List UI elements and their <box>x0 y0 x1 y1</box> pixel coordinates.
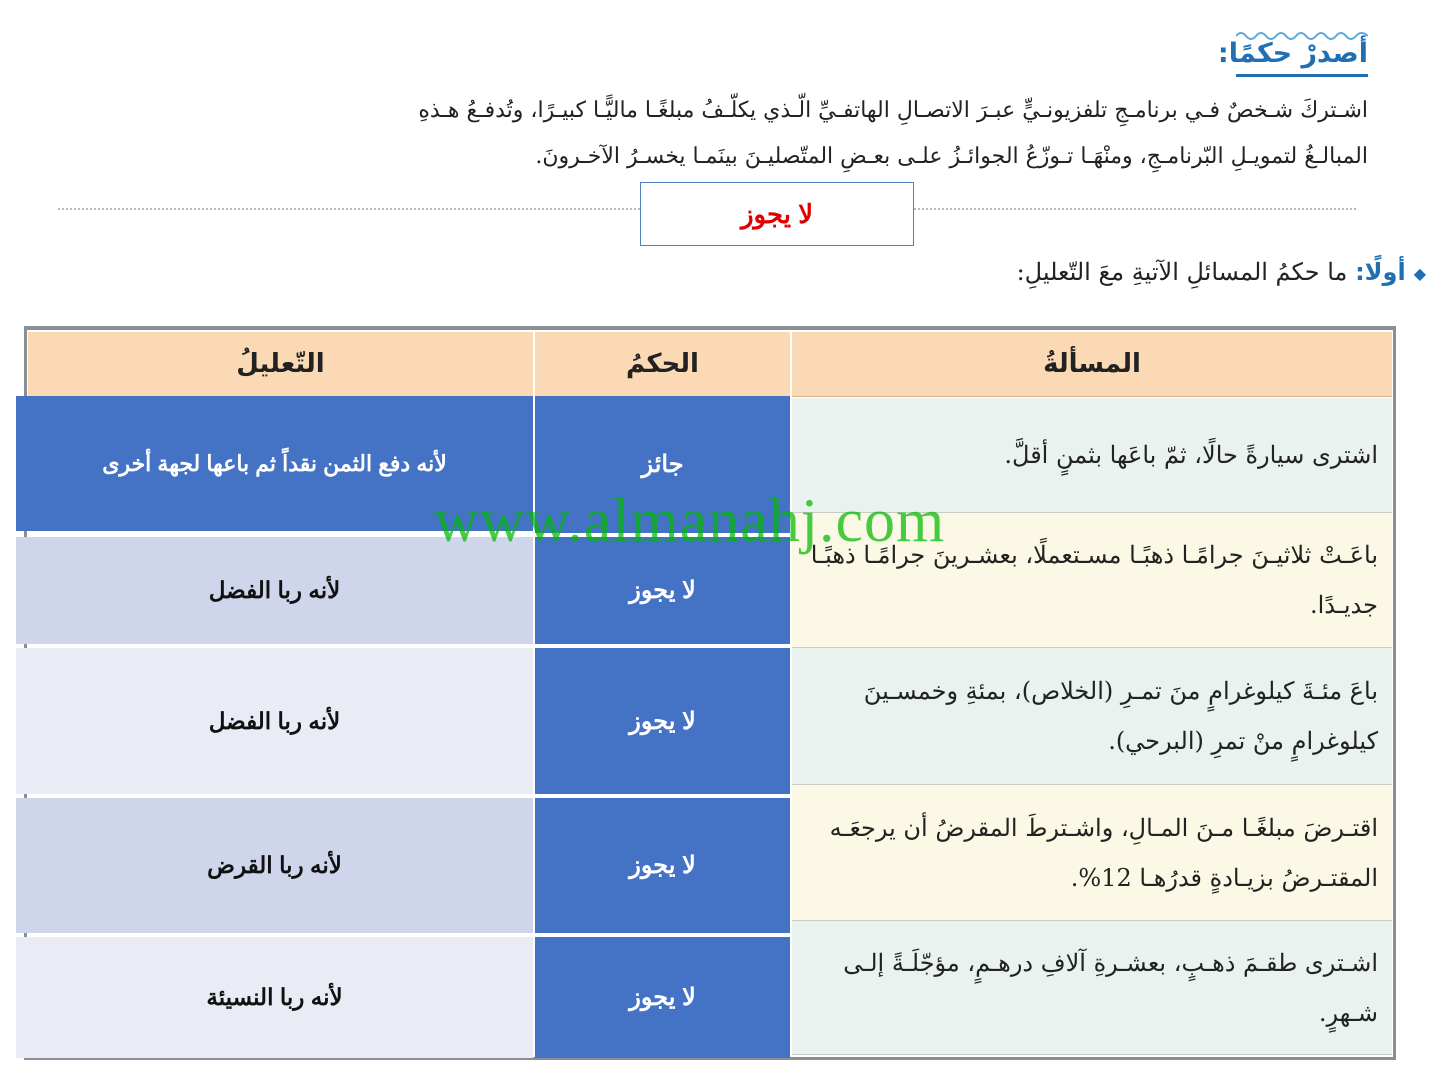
diamond-bullet-icon: ◆ <box>1413 263 1426 283</box>
table-row-2-issue: باعَـتْ ثلاثيـنَ جرامًـا ذهبًـا مسـتعملًا، بعشـرينَ جرامًـا ذهبًـا جديـدًا. <box>792 513 1392 648</box>
table-row-3-issue: باعَ مئـةَ كيلوغرامٍ منَ تمـرِ (الخلاص)، بمئةِ وخمسـينَ كيلوغرامٍ منْ تمرِ (البرحي). <box>792 648 1392 785</box>
table-row-3-reason[interactable]: لأنه ربا الفضل <box>16 648 533 794</box>
table-row-4-ruling[interactable]: لا يجوز <box>535 798 790 933</box>
table-row-2-ruling[interactable]: لا يجوز <box>535 537 790 644</box>
table-row-4-reason[interactable]: لأنه ربا القرض <box>16 798 533 933</box>
table-row-5-issue: اشـترى طقـمَ ذهـبٍ، بعشـرةِ آلافِ درهـمٍ، مؤجّلَـةً إلـى شـهرٍ. <box>792 921 1392 1055</box>
intro-paragraph <box>36 88 1368 180</box>
heading-underline <box>1236 74 1368 77</box>
header-reason: التّعليلُ <box>28 332 533 397</box>
watermark: www.almanahj.com <box>434 487 946 555</box>
table-row-1-issue: اشترى سيارةً حالًا، ثمّ باعَها بثمنٍ أقلَّ. <box>792 398 1392 513</box>
table-row-3-ruling[interactable]: لا يجوز <box>535 648 790 794</box>
section-heading-first <box>1017 258 1426 286</box>
table-row-1-reason[interactable]: لأنه دفع الثمن نقداً ثم باعها لجهة أخرى <box>16 396 533 531</box>
intro-paragraph-line-2: المبالـغُ لتمويـلِ البّرنامـجِ، ومنْهَـا تـوزّعُ الجوائـزُ علـى بعـضِ المتّصليـنَ بينَمـا يخسـرُ الآخـرونَ. <box>535 144 1368 169</box>
section-heading-judgment: أصدرْ حكمًا: <box>1217 38 1368 69</box>
header-divider <box>790 332 792 396</box>
header-ruling: الحكمُ <box>535 332 790 397</box>
table-row-5-ruling[interactable]: لا يجوز <box>535 937 790 1058</box>
answer-box[interactable]: لا يجوز <box>640 182 914 246</box>
header-divider <box>533 332 535 396</box>
section-question: ما حكمُ المسائلِ الآتيةِ معَ التّعليلِ: <box>1016 258 1348 286</box>
table-row-5-reason[interactable]: لأنه ربا النسيئة <box>16 937 533 1058</box>
table-row-4-issue: اقتـرضَ مبلغًـا مـنَ المـالِ، واشـترطَ المقرضُ أن يرجعَـه المقتـرضُ بزيـادةٍ قدرُهـا 12%. <box>792 785 1392 921</box>
table-row-2-reason[interactable]: لأنه ربا الفضل <box>16 537 533 644</box>
header-issue: المسألةُ <box>792 332 1392 397</box>
section-label: أولًا: <box>1355 258 1406 286</box>
intro-paragraph-line-1: اشـتركَ شـخصٌ فـي برنامـجِ تلفزيونـيٍّ عبـرَ الاتصـالِ الهاتفـيِّ الّـذي يكلّـفُ مبلغًـا ماليًّـا كبيـرًا، وتُدفـعُ هـذهِ <box>418 98 1368 123</box>
table-row-1-ruling[interactable]: جائز <box>535 396 790 533</box>
